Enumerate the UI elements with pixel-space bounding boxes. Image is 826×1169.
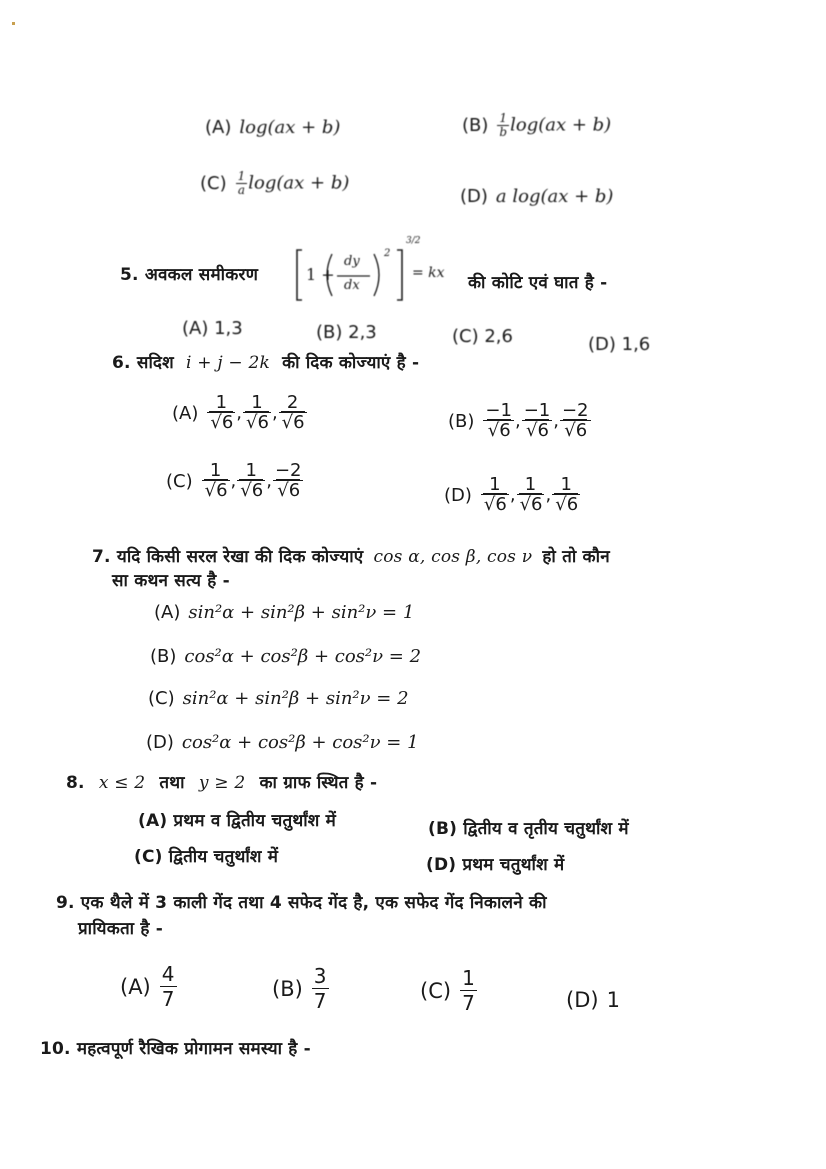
q7-option-d: (D) cos²α + cos²β + cos²ν = 1 <box>146 732 419 753</box>
question-9: 9. एक थैले में 3 काली गेंद तथा 4 सफेद गेंद है, एक सफेद गेंद निकालने की <box>56 893 547 913</box>
q5-option-c: (C) 2,6 <box>452 326 513 347</box>
question-10: 10. महत्वपूर्ण रैखिक प्रोगामन समस्या है - <box>40 1039 311 1059</box>
question-6: 6. सदिश i + j − 2k की दिक कोज्याएं है - <box>112 353 420 373</box>
q9-option-a: (A) $\frac{4}{7}$ <box>120 962 175 1011</box>
q5-option-d: (D) 1,6 <box>588 334 651 355</box>
q9-option-d: (D) 1 <box>566 988 620 1012</box>
exam-page: (A) log(ax + b) (B) $\frac{1}{b}$ log(ax + b) (C) $\frac{1}{a}$ log(ax + b) (D) a log(ax + b) 5. अवकल समीकरण 1 + dy dx 2 3/2 = kx की कोटि एवं घात है - (A) 1,3 (B) 2,3 (C) 2,6 (D) 1,6 6. सदिश i + j − 2k की दिक कोज्याएं है - (A) $\frac{1}{√6}$ , $\frac{1}{√6}$ , $\frac{2}{√6}$ (B) $\frac{-1}{√6}$ , $\frac{-1}{√6}$ , $\frac{-2}{√6}$ (C) $\frac{1}{√6}$ , $\frac{1}{√6}$ , $\frac{-2}{√6}$ (D) $\frac{1}{√6}$ , $\frac{1}{√6}$ , $\frac{1}{√6}$ 7. यदि किसी सरल रेखा की दिक कोज्याएं cos α, cos β, cos ν हो तो कौन सा कथन सत्य है - (A) sin²α + sin²β + sin²ν = 1 (B) cos²α + cos²β + cos²ν = 2 (C) sin²α + sin²β + sin²ν = 2 (D) cos²α + cos²β + cos²ν = 1 8. x ≤ 2 तथा y ≥ 2 का ग्राफ स्थित है - (A) प्रथम व द्वितीय चतुर्थांश में (B) द्वितीय व तृतीय चतुर्थांश में (C) द्वितीय चतुर्थांश में (D) प्रथम चतुर्थांश में 9. एक थैले में 3 काली गेंद तथा 4 सफेद गेंद है, एक सफेद गेंद निकालने की प्रायिकता है - (A) $\frac{4}{7}$ (B) $\frac{3}{7}$ (C) $\frac{1}{7}$ (D) 1 10. महत्वपूर्ण रैखिक प्रोगामन समस्या है - <box>0 0 826 1169</box>
q7-option-a: (A) sin²α + sin²β + sin²ν = 1 <box>154 602 415 623</box>
q4-option-c: (C) $\frac{1}{a}$ log(ax + b) <box>200 169 350 197</box>
q9-c-fraction: $\frac{1}{7}$ <box>462 966 475 1015</box>
q4-option-d: (D) a log(ax + b) <box>460 186 614 207</box>
q6-d-frac-2: $\frac{1}{√6}$ <box>517 476 545 515</box>
q6-b-frac-3: $\frac{-2}{√6}$ <box>561 400 589 441</box>
q8-option-b: (B) द्वितीय व तृतीय चतुर्थांश में <box>428 819 629 839</box>
q8-option-a: (A) प्रथम व द्वितीय चतुर्थांश में <box>138 811 337 831</box>
q4-b-coefficient: $\frac{1}{b}$ <box>499 111 508 139</box>
q4-c-coefficient: $\frac{1}{a}$ <box>237 169 246 197</box>
q9-a-fraction: $\frac{4}{7}$ <box>161 962 175 1011</box>
q6-b-frac-1: $\frac{-1}{√6}$ <box>485 400 512 441</box>
q5-option-b: (B) 2,3 <box>316 322 377 343</box>
q7-option-c: (C) sin²α + sin²β + sin²ν = 2 <box>148 688 409 709</box>
q6-option-c: (C) $\frac{1}{√6}$ , $\frac{1}{√6}$ , $\frac{-2}{√6}$ <box>166 460 302 501</box>
q6-a-frac-3: $\frac{2}{√6}$ <box>279 394 307 433</box>
q6-option-a: (A) $\frac{1}{√6}$ , $\frac{1}{√6}$ , $\frac{2}{√6}$ <box>172 392 305 433</box>
q6-option-b: (B) $\frac{-1}{√6}$ , $\frac{-1}{√6}$ , $\frac{-2}{√6}$ <box>448 400 589 441</box>
question-8: 8. x ≤ 2 तथा y ≥ 2 का ग्राफ स्थित है - <box>66 773 378 793</box>
question-5-tail: की कोटि एवं घात है - <box>468 273 608 293</box>
q8-option-d: (D) प्रथम चतुर्थांश में <box>426 855 565 875</box>
q9-b-fraction: $\frac{3}{7}$ <box>313 964 327 1013</box>
question-5: 5. अवकल समीकरण <box>120 265 259 285</box>
q5-option-a: (A) 1,3 <box>182 318 243 339</box>
q6-b-frac-2: $\frac{-1}{√6}$ <box>523 400 551 441</box>
q6-option-d: (D) $\frac{1}{√6}$ , $\frac{1}{√6}$ , $\frac{1}{√6}$ <box>444 474 579 515</box>
q6-c-frac-1: $\frac{1}{√6}$ <box>202 462 230 501</box>
question-7: 7. यदि किसी सरल रेखा की दिक कोज्याएं cos α, cos β, cos ν हो तो कौन <box>92 547 610 567</box>
scan-speck <box>12 22 15 25</box>
q4-option-a: (A) log(ax + b) <box>205 117 341 138</box>
q6-c-frac-2: $\frac{1}{√6}$ <box>237 462 265 501</box>
q6-a-frac-2: $\frac{1}{√6}$ <box>243 394 271 433</box>
q7-option-b: (B) cos²α + cos²β + cos²ν = 2 <box>150 646 422 667</box>
q6-d-frac-3: $\frac{1}{√6}$ <box>552 476 580 515</box>
q9-option-b: (B) $\frac{3}{7}$ <box>272 964 327 1013</box>
q6-a-frac-1: $\frac{1}{√6}$ <box>207 394 235 433</box>
q4-option-b: (B) $\frac{1}{b}$ log(ax + b) <box>462 111 612 139</box>
q6-d-frac-1: $\frac{1}{√6}$ <box>481 476 509 515</box>
q6-c-frac-3: $\frac{-2}{√6}$ <box>274 460 302 501</box>
q9-option-c: (C) $\frac{1}{7}$ <box>420 966 475 1015</box>
q8-option-c: (C) द्वितीय चतुर्थांश में <box>134 847 279 867</box>
question-9-line-2: प्रायिकता है - <box>78 919 164 939</box>
question-7-line-2: सा कथन सत्य है - <box>112 571 230 591</box>
